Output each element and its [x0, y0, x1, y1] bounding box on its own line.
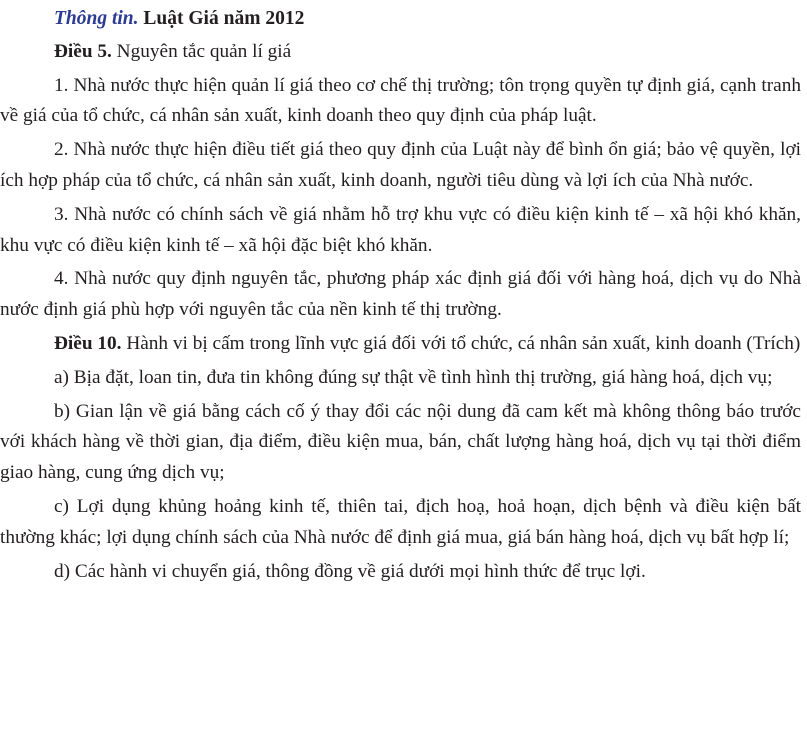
article-10-item-d: d) Các hành vi chuyển giá, thông đồng về giá dưới mọi hình thức để trục lợi. — [54, 560, 646, 582]
info-label: Thông tin. — [54, 8, 139, 29]
article-10-item-c: c) Lợi dụng khủng hoảng kinh tế, thiên tai, địch hoạ, hoả hoạn, dịch bệnh và điều kiện bất thường khác; lợi dụng chính sách của Nhà nước để định giá mua, giá bán hàng hoá, dịch vụ bất hợp lí; — [0, 495, 801, 548]
info-heading — [54, 4, 801, 35]
article-5-item-3: 3. Nhà nước có chính sách về giá nhằm hỗ trợ khu vực có điều kiện kinh tế – xã hội khó khăn, khu vực có điều kiện kinh tế – xã hội đặc biệt khó khăn. — [0, 203, 801, 256]
article-5-heading — [0, 37, 801, 68]
article-5-item-4: 4. Nhà nước quy định nguyên tắc, phương pháp xác định giá đối với hàng hoá, dịch vụ do Nhà nước định giá phù hợp với nguyên tắc của nền kinh tế thị trường. — [0, 268, 801, 321]
article-10-item-a: a) Bịa đặt, loan tin, đưa tin không đúng sự thật về tình hình thị trường, giá hàng hoá, dịch vụ; — [54, 366, 773, 388]
article-5-item-1: 1. Nhà nước thực hiện quản lí giá theo cơ chế thị trường; tôn trọng quyền tự định giá, cạnh tranh về giá của tổ chức, cá nhân sản xuất, kinh doanh theo quy định của pháp luật. — [0, 74, 801, 127]
article-10-number: Điều 10. — [54, 332, 122, 354]
law-title: Luật Giá năm 2012 — [143, 8, 305, 29]
article-5-item-2: 2. Nhà nước thực hiện điều tiết giá theo quy định của Luật này để bình ổn giá; bảo vệ quyền, lợi ích hợp pháp của tổ chức, cá nhân sản xuất, kinh doanh, người tiêu dùng và lợi ích của Nhà nước. — [0, 139, 801, 191]
article-10-heading — [0, 329, 801, 360]
article-5-number: Điều 5. — [54, 40, 112, 62]
article-5-title: Nguyên tắc quản lí giá — [116, 40, 292, 62]
article-10-title: Hành vi bị cấm trong lĩnh vực giá đối với tổ chức, cá nhân sản xuất, kinh doanh (Trích) — [126, 332, 801, 354]
article-10-item-b: b) Gian lận về giá bằng cách cố ý thay đổi các nội dung đã cam kết mà không thông báo trước với khách hàng về thời gian, địa điểm, điều kiện mua, bán, chất lượng hàng hoá, dịch vụ tại thời điểm giao hàng, cung ứng dịch vụ; — [0, 400, 801, 484]
